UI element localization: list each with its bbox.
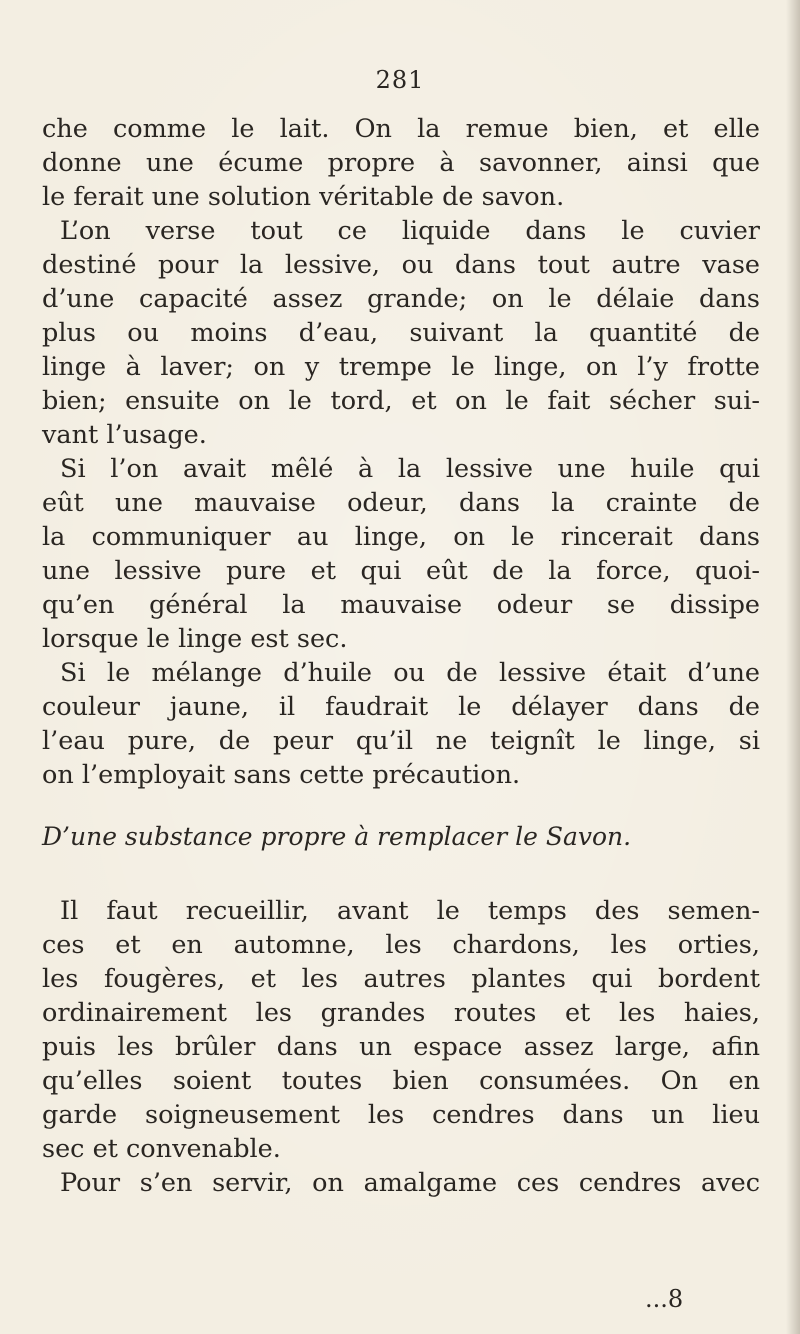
text-line: on l’employait sans cette précaution.	[42, 760, 521, 790]
text-line: linge à laver; on y trempe le linge, on l’y frotte	[42, 352, 760, 382]
text-line: sec et convenable.	[42, 1134, 281, 1164]
text-line: le ferait une solution véritable de savon.	[42, 182, 565, 212]
text-line: lorsque le linge est sec.	[42, 624, 348, 654]
text-line: puis les brûler dans un espace assez large, afin	[42, 1032, 760, 1062]
catchword: ...8	[645, 1285, 684, 1313]
text-line: l’eau pure, de peur qu’il ne teignît le linge, si	[42, 726, 760, 756]
text-line: L’on verse tout ce liquide dans le cuvier	[60, 216, 760, 246]
text-line: plus ou moins d’eau, suivant la quantité de	[42, 318, 760, 348]
text-line: Pour s’en servir, on amalgame ces cendres avec	[60, 1168, 760, 1198]
text-line: qu’en général la mauvaise odeur se dissipe	[42, 590, 760, 620]
text-line: les fougères, et les autres plantes qui bordent	[42, 964, 760, 994]
text-line: bien; ensuite on le tord, et on le fait sécher sui-	[42, 386, 760, 416]
text-line: couleur jaune, il faudrait le délayer dans de	[42, 692, 760, 722]
text-line: la communiquer au linge, on le rincerait dans	[42, 522, 760, 552]
page-text	[42, 112, 760, 1200]
page-edge-shadow	[786, 0, 800, 1334]
text-line: Il faut recueillir, avant le temps des semen-	[60, 896, 760, 926]
text-line: che comme le lait. On la remue bien, et elle	[42, 114, 760, 144]
text-line: Si l’on avait mêlé à la lessive une huile qui	[60, 454, 760, 484]
text-line: ces et en automne, les chardons, les orties,	[42, 930, 760, 960]
text-line: d’une capacité assez grande; on le délaie dans	[42, 284, 760, 314]
text-line: une lessive pure et qui eût de la force, quoi-	[42, 556, 760, 586]
page-number: 281	[375, 66, 425, 94]
text-line: qu’elles soient toutes bien consumées. On en	[42, 1066, 760, 1096]
text-line: Si le mélange d’huile ou de lessive était d’une	[60, 658, 760, 688]
text-line: donne une écume propre à savonner, ainsi que	[42, 148, 760, 178]
text-line: vant l’usage.	[42, 420, 207, 450]
section-title: D’une substance propre à remplacer le Savon.	[42, 822, 632, 851]
text-line: garde soigneusement les cendres dans un lieu	[42, 1100, 760, 1130]
text-line: destiné pour la lessive, ou dans tout autre vase	[42, 250, 760, 280]
text-line: eût une mauvaise odeur, dans la crainte de	[42, 488, 760, 518]
text-line: ordinairement les grandes routes et les haies,	[42, 998, 760, 1028]
